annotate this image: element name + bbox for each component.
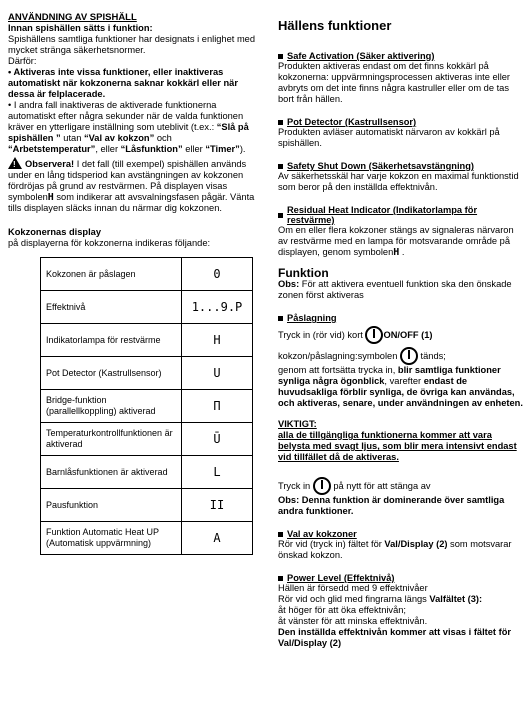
para-power-on-3: genom att fortsätta trycka in, blir samtliga funktioner synliga några ögonblick, varefter endast de huvudsakliga förblir synliga, de övriga kan användas, och aktiveras, senare, under användningen av enheten. [278, 365, 523, 408]
para-function-obs: Obs: För att aktivera eventuell funktion ska den önskade zonen först aktiveras [278, 279, 512, 300]
para-therefore: Därför: [8, 56, 37, 66]
display-table-row [41, 522, 253, 555]
para-power-off: Tryck in på nytt för att stänga av [278, 477, 525, 495]
display-row-label: Kokzonen är påslagen [41, 258, 182, 291]
para-safety-shutdown: Av säkerhetsskäl har varje kokzon en maximal funktionstid som beror på den inställda effektnivån. [278, 171, 519, 192]
display-row-symbol: Ū [182, 423, 253, 456]
power-icon [365, 326, 383, 344]
square-bullet-icon [278, 54, 283, 59]
display-row-symbol: 1...9.P [182, 291, 253, 324]
page-title-functions: Hällens funktioner [278, 18, 392, 33]
display-row-symbol: H [182, 324, 253, 357]
display-table-row [41, 324, 253, 357]
para-power-on-2: kokzon/påslagning:symbolen tänds; [278, 347, 525, 365]
left-column [8, 0, 258, 555]
para-observe: !Observera! I det fall (till exempel) spishällen används under en lång tidsperiod kan avstängningen av kokzonen fördröjas på grund av restvärmen. På displayen visas symbolenH som indikerar att avsvalningsfasen pågär. Vänta tills displayen släcks innan du närmar dig kokzonen. [8, 157, 258, 214]
square-bullet-icon [278, 120, 283, 125]
display-row-label: Temperaturkontrollfunktionen är aktiverad [41, 423, 182, 456]
heading-power-on: Påslagning [278, 313, 525, 323]
display-table-row [41, 258, 253, 291]
display-row-symbol: II [182, 489, 253, 522]
para-power-level-1: Hällen är försedd med 9 effektnivåer [278, 583, 428, 593]
para-pot-detector: Produkten avläser automatiskt närvaron av kokkärl på spishällen. [278, 127, 500, 148]
display-table-row [41, 423, 253, 456]
heading-safe-activation: Safe Activation (Säker aktivering) [278, 51, 525, 61]
display-row-label: Pausfunktion [41, 489, 182, 522]
heading-power-level: Power Level (Effektnivå) [278, 573, 525, 583]
subtitle-before-use: Innan spishällen sätts i funktion: [8, 23, 153, 33]
square-bullet-icon [278, 213, 283, 218]
heading-important: VIKTIGT: [278, 419, 317, 429]
right-column [278, 0, 525, 649]
para-power-level-3: åt höger för att öka effektnivån; [278, 605, 407, 615]
display-row-label: Pot Detector (Kastrullsensor) [41, 357, 182, 390]
square-bullet-icon [278, 532, 283, 537]
para-bullet-1: • Aktiveras inte vissa funktioner, eller inaktiveras automatiskt när kokzonerna saknar kokkärl eller när dessa är felplacerade. [8, 67, 238, 99]
display-table-row [41, 291, 253, 324]
display-table [40, 257, 253, 555]
para-power-level-2: Rör vid och glid med fingrarna längs Valfältet (3): [278, 594, 483, 604]
para-important: alla de tillgängliga funktionerna kommer att vara belysta med svagt ljus, som blir mera intensivt endast vid tillfället då de aktiveras. [278, 430, 517, 462]
para-power-level-5: Den inställda effektnivån kommer att visas i fältet för Val/Display (2) [278, 627, 512, 648]
display-subtitle: på displayerna för kokzonerna indikeras följande: [8, 238, 211, 248]
para-zone-select: Rör vid (tryck in) fältet för Val/Display (2) som motsvarar önskad kokzon. [278, 539, 512, 560]
display-row-symbol: 0 [182, 258, 253, 291]
heading-pot-detector: Pot Detector (Kastrullsensor) [278, 117, 525, 127]
section-title-usage: ANVÄNDNING AV SPISHÄLL [8, 12, 137, 23]
heading-zone-select: Val av kokzoner [278, 529, 525, 539]
display-row-symbol: A [182, 522, 253, 555]
heading-safety-shutdown: Safety Shut Down (Säkerhetsavstängning) [278, 161, 525, 171]
para-power-on-1: Tryck in (rör vid) kort ON/OFF (1) [278, 326, 525, 344]
heading-function: Funktion [278, 266, 329, 280]
residual-heat-symbol: H [393, 247, 400, 258]
para-power-off-obs: Obs: Denna funktion är dominerande över samtliga andra funktioner. [278, 495, 505, 516]
display-table-row [41, 357, 253, 390]
display-row-label: Barnlåsfunktionen är aktiverad [41, 456, 182, 489]
display-table-row [41, 390, 253, 423]
para-safe-activation: Produkten aktiveras endast om det finns kokkärl på kokzonerna: uppvärmningsprocessen aktiveras inte eller avbryts om det inte finns några kastruller eller om de tas bort från hällen. [278, 61, 511, 104]
power-icon [313, 477, 331, 495]
residual-heat-symbol: H [47, 192, 54, 203]
warning-icon [8, 157, 22, 169]
display-row-symbol: L [182, 456, 253, 489]
display-row-label: Funktion Automatic Heat UP (Automatisk uppvärmning) [41, 522, 182, 555]
para-intro: Spishällens samtliga funktioner har designats i enlighet med mycket stränga säkerhetsnormer. [8, 34, 256, 55]
display-title: Kokzonernas display [8, 227, 101, 237]
display-row-label: Bridge-funktion (parallellkoppling) aktiverad [41, 390, 182, 423]
square-bullet-icon [278, 316, 283, 321]
para-bullet-2: • I andra fall inaktiveras de aktiverade funktionerna automatiskt efter några sekunder när de valda funktionen kräver en ytterligare inställning som uteblivit (t.ex.: “Slå på spishällen ” utan “Val av kokzon” och “Arbetstemperatur”, eller “Låsfunktion” eller “Timer”). [8, 100, 249, 154]
display-table-row [41, 456, 253, 489]
heading-residual-heat: Residual Heat Indicator (Indikatorlampa för restvärme) [278, 205, 525, 225]
square-bullet-icon [278, 164, 283, 169]
display-table-row [41, 489, 253, 522]
para-power-level-4: åt vänster för att minska effektnivån. [278, 616, 428, 626]
power-icon [400, 347, 418, 365]
square-bullet-icon [278, 576, 283, 581]
display-row-symbol: U [182, 357, 253, 390]
display-row-label: Effektnivå [41, 291, 182, 324]
display-row-symbol: Π [182, 390, 253, 423]
display-row-label: Indikatorlampa för restvärme [41, 324, 182, 357]
para-residual-heat: Om en eller flera kokzoner stängs av signaleras närvaron av restvärme med en lampa för motsvarande område på displayen, genom symbolenH . [278, 225, 514, 258]
